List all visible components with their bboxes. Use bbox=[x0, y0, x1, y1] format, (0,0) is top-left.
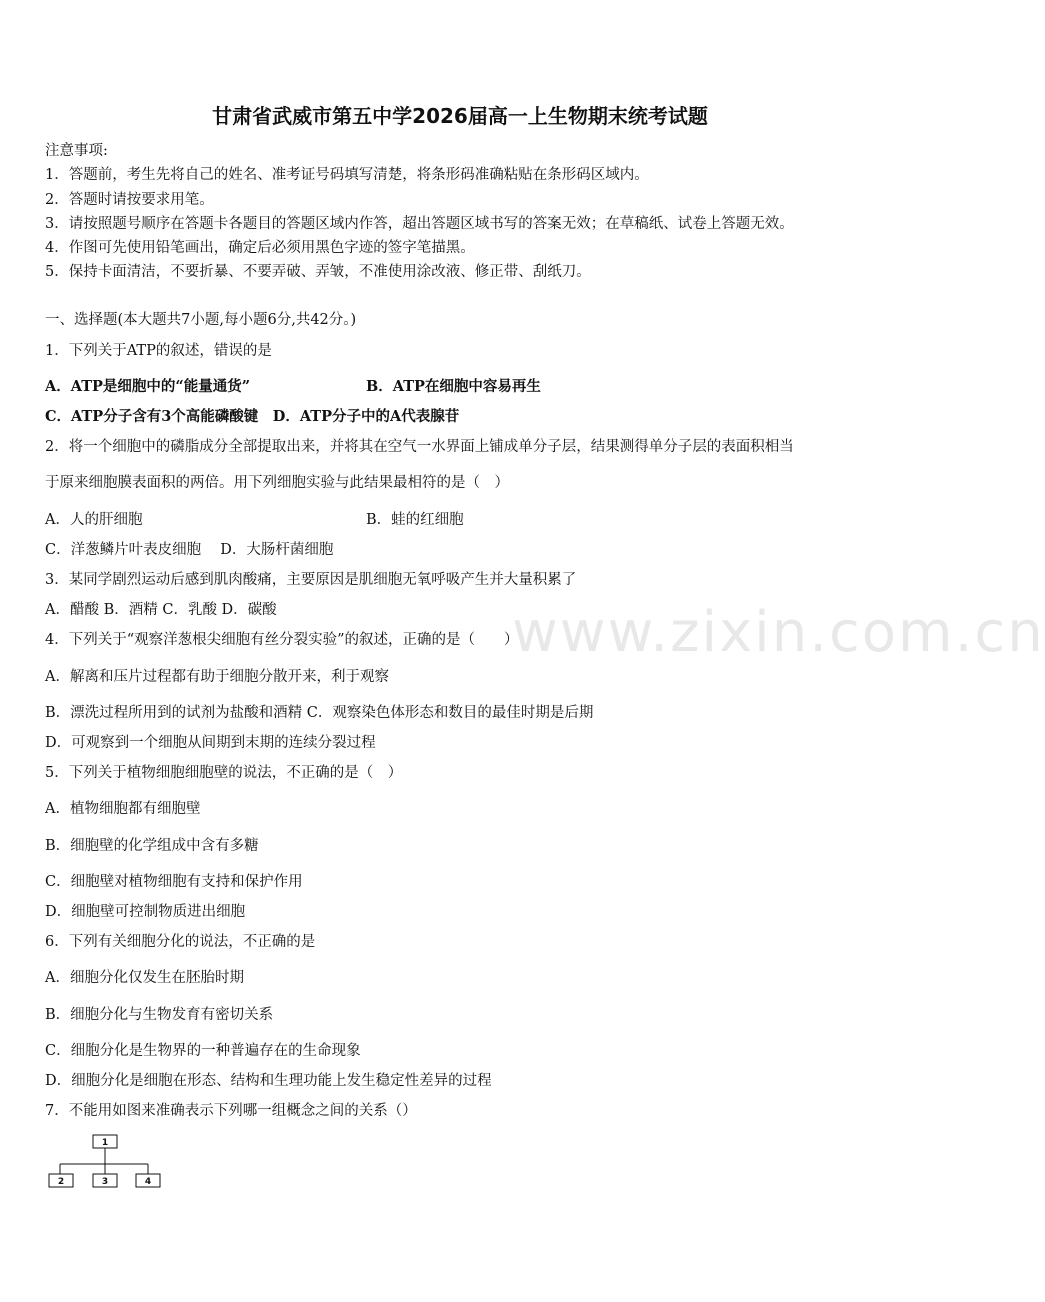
q5-option-c: C．细胞壁对植物细胞有支持和保护作用 bbox=[45, 874, 303, 890]
q1-option-b: B．ATP在细胞中容易再生 bbox=[366, 378, 541, 395]
notice-item-3: 3．请按照题号顺序在答题卡各题目的答题区域内作答，超出答题区域书写的答案无效；在草稿纸、试卷上答题无效。 bbox=[45, 216, 794, 232]
notice-item-2: 2．答题时请按要求用笔。 bbox=[45, 192, 214, 208]
q1-option-cd: C．ATP分子含有3个高能磷酸键 D．ATP分子中的A代表腺苷 bbox=[45, 408, 460, 425]
q2-stem-line1: 2．将一个细胞中的磷脂成分全部提取出来，并将其在空气一水界面上铺成单分子层，结果测得单分子层的表面积相当 bbox=[45, 439, 794, 455]
q4-option-bc: B．漂洗过程所用到的试剂为盐酸和酒精 C．观察染色体形态和数目的最佳时期是后期 bbox=[45, 705, 594, 721]
q5-option-a: A．植物细胞都有细胞壁 bbox=[45, 801, 201, 817]
notice-heading: 注意事项: bbox=[45, 143, 108, 159]
q2-option-b: B．蛙的红细胞 bbox=[366, 512, 464, 528]
q3-options: A．醋酸 B．酒精 C．乳酸 D．碳酸 bbox=[45, 602, 277, 618]
diagram-label-4: 4 bbox=[144, 1177, 152, 1187]
q7-stem: 7．不能用如图来准确表示下列哪一组概念之间的关系（） bbox=[45, 1103, 417, 1119]
q5-stem: 5．下列关于植物细胞细胞壁的说法，不正确的是（ ） bbox=[45, 765, 403, 781]
q3-stem: 3．某同学剧烈运动后感到肌肉酸痛，主要原因是肌细胞无氧呼吸产生并大量积累了 bbox=[45, 572, 577, 588]
q6-option-d: D．细胞分化是细胞在形态、结构和生理功能上发生稳定性差异的过程 bbox=[45, 1073, 492, 1089]
diagram-label-3: 3 bbox=[101, 1177, 109, 1187]
diagram-label-2: 2 bbox=[57, 1177, 65, 1187]
q2-option-a: A．人的肝细胞 bbox=[45, 512, 143, 528]
q6-option-c: C．细胞分化是生物界的一种普遍存在的生命现象 bbox=[45, 1043, 361, 1059]
notice-item-4: 4．作图可先使用铅笔画出，确定后必须用黑色字迹的签字笔描黑。 bbox=[45, 240, 475, 256]
concept-tree-diagram bbox=[45, 1130, 165, 1192]
q4-option-d: D．可观察到一个细胞从间期到末期的连续分裂过程 bbox=[45, 735, 376, 751]
q5-option-b: B．细胞壁的化学组成中含有多糖 bbox=[45, 838, 259, 854]
q1-option-a: A．ATP是细胞中的“能量通货” bbox=[45, 378, 251, 395]
notice-item-5: 5．保持卡面清洁，不要折暴、不要弄破、弄皱，不准使用涂改液、修正带、刮纸刀。 bbox=[45, 264, 591, 280]
q6-option-b: B．细胞分化与生物发育有密切关系 bbox=[45, 1007, 274, 1023]
q2-option-cd: C．洋葱鳞片叶表皮细胞 D．大肠杆菌细胞 bbox=[45, 542, 334, 558]
section-heading: 一、选择题(本大题共7小题,每小题6分,共42分。) bbox=[45, 312, 357, 328]
q6-stem: 6．下列有关细胞分化的说法，不正确的是 bbox=[45, 934, 316, 950]
watermark: www.zixin.com.cn bbox=[512, 600, 1045, 665]
diagram-label-1: 1 bbox=[101, 1138, 109, 1148]
page-title: 甘肃省武威市第五中学2026届高一上生物期末统考试题 bbox=[212, 104, 708, 128]
q4-option-a: A．解离和压片过程都有助于细胞分散开来，利于观察 bbox=[45, 669, 389, 685]
notice-item-1: 1．答题前，考生先将自己的姓名、准考证号码填写清楚，将条形码准确粘贴在条形码区域内。 bbox=[45, 167, 649, 183]
q1-stem: 1．下列关于ATP的叙述，错误的是 bbox=[45, 343, 272, 359]
q4-stem: 4．下列关于“观察洋葱根尖细胞有丝分裂实验”的叙述，正确的是（ ） bbox=[45, 632, 519, 648]
q5-option-d: D．细胞壁可控制物质进出细胞 bbox=[45, 904, 246, 920]
q2-stem-line2: 于原来细胞膜表面积的两倍。用下列细胞实验与此结果最相符的是（ ） bbox=[45, 475, 509, 491]
q6-option-a: A．细胞分化仅发生在胚胎时期 bbox=[45, 970, 244, 986]
